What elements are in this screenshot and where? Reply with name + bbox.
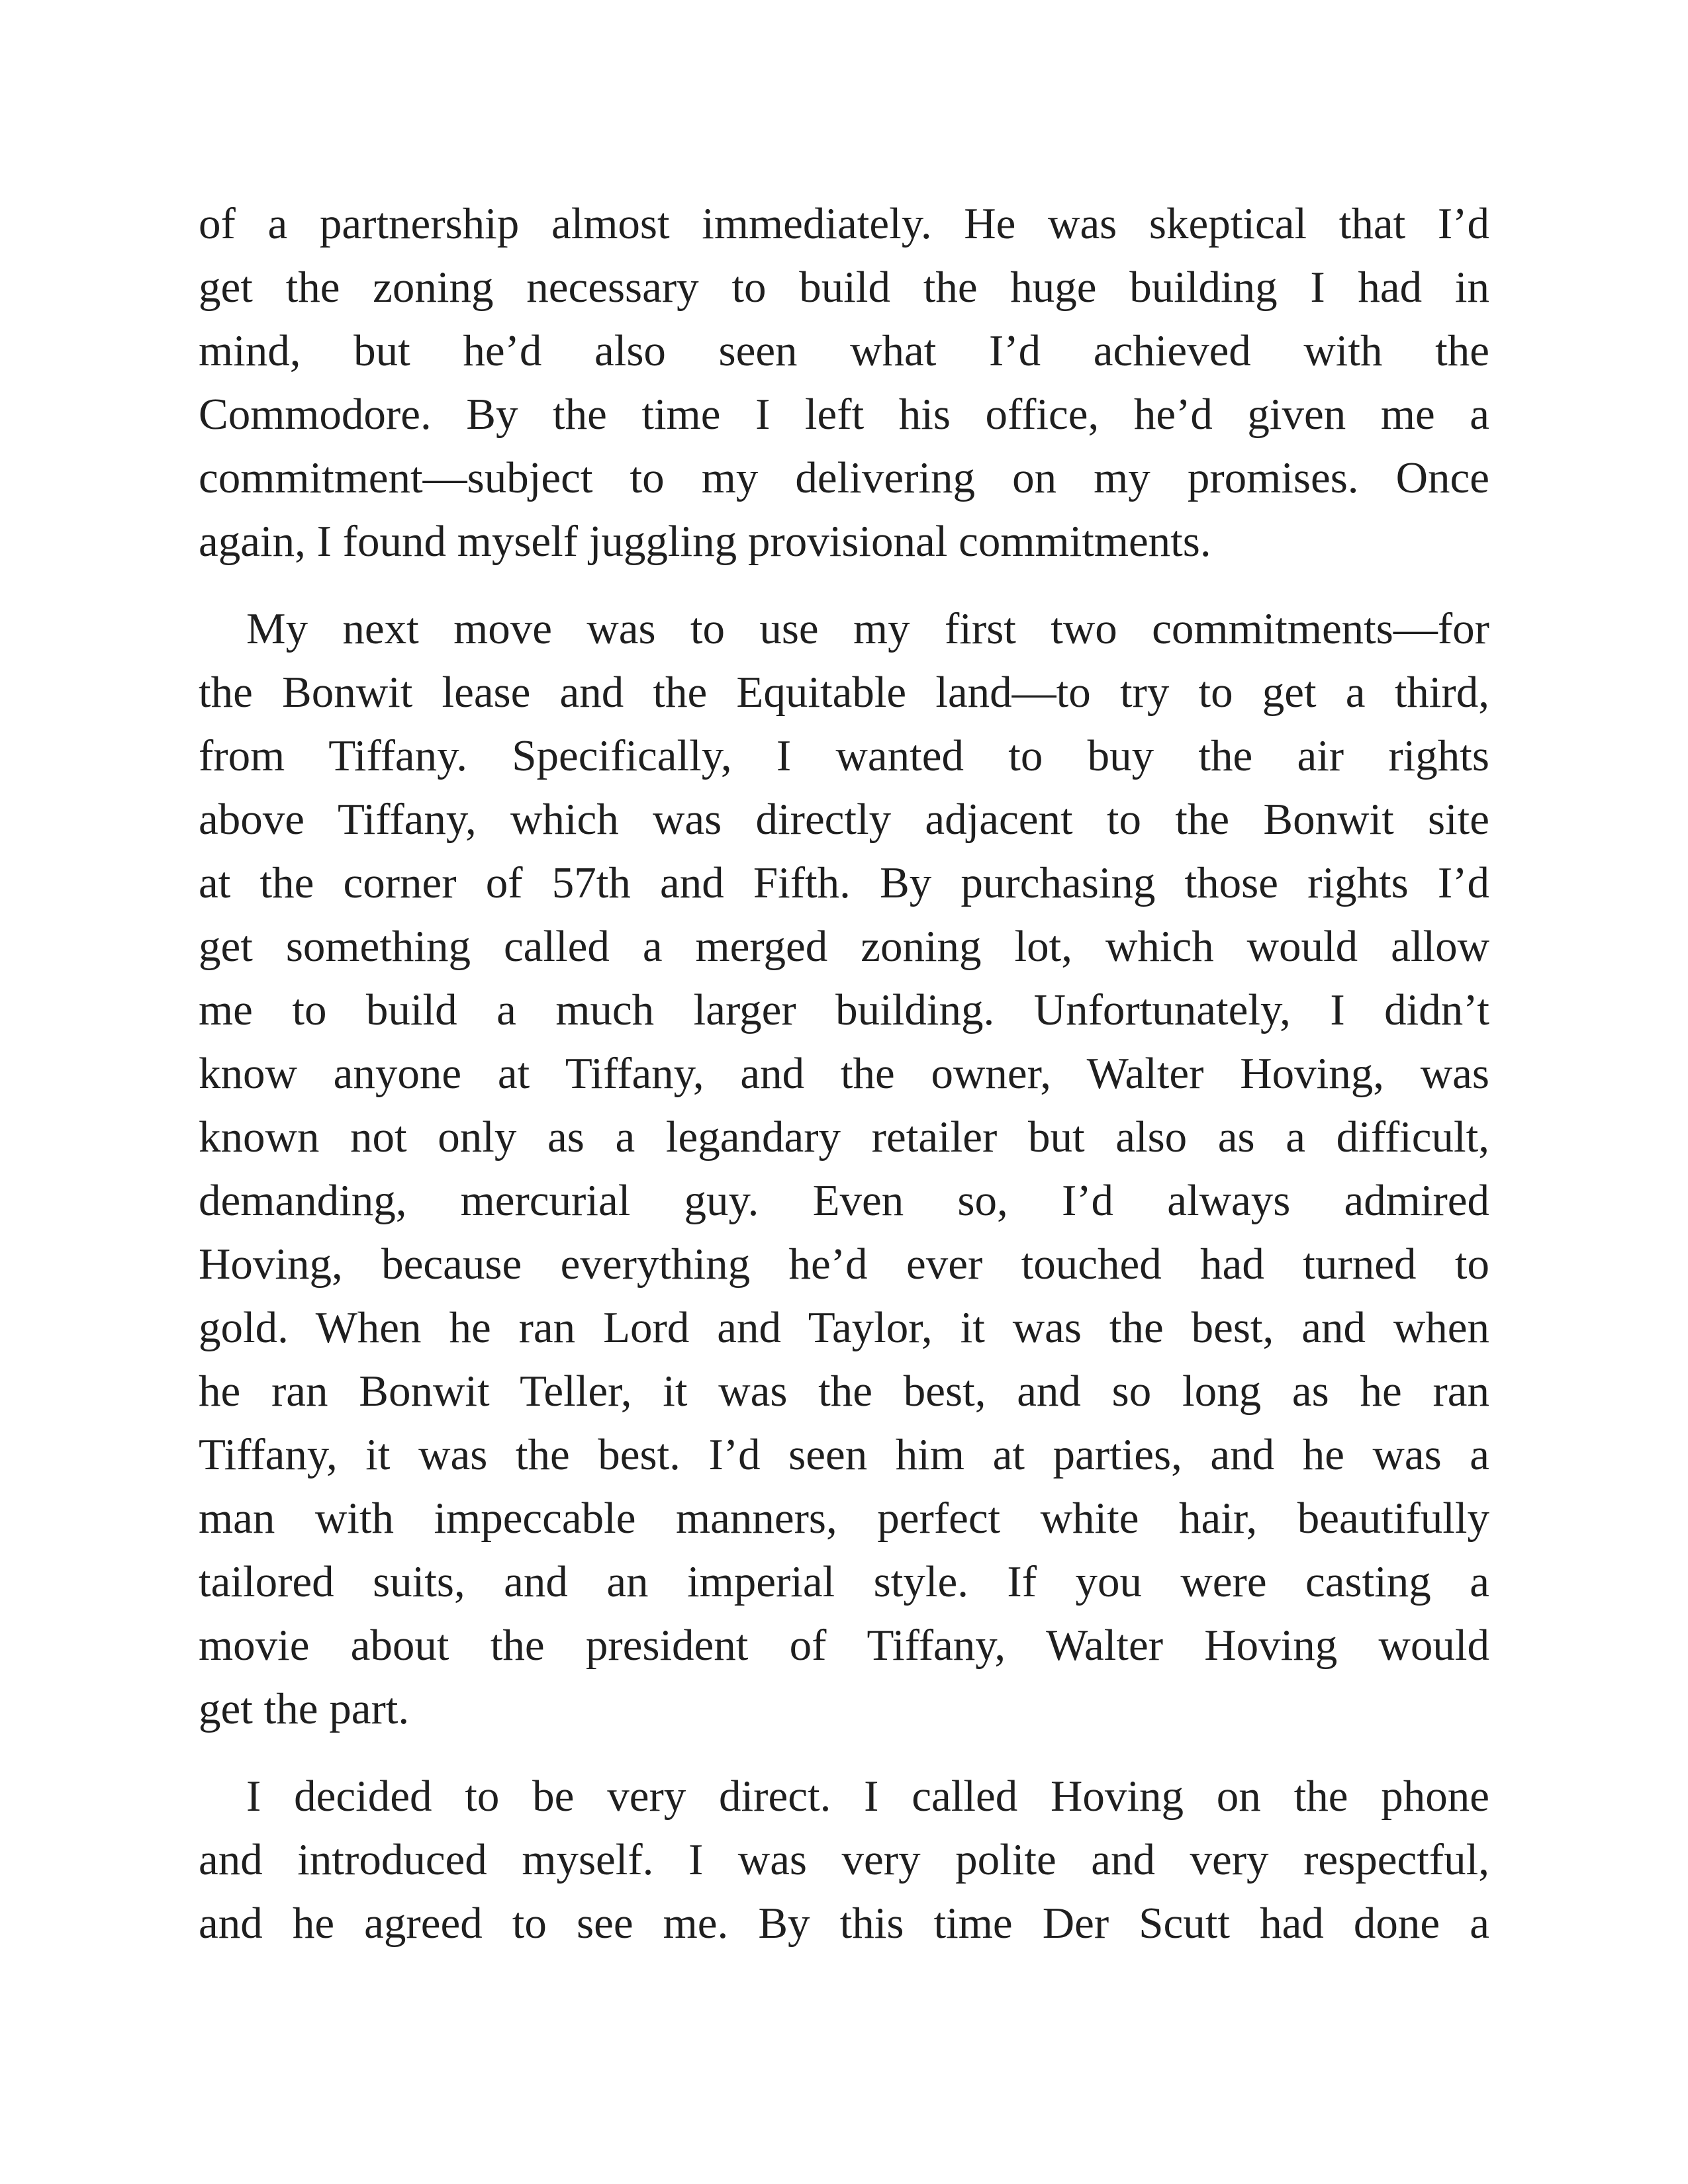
text-line: of a partnership almost immediately. He was skeptical that I’d [199, 199, 1489, 248]
paragraph-1 [199, 192, 1489, 573]
text-line: from Tiffany. Specifically, I wanted to buy the air rights [199, 731, 1489, 780]
text-line: man with impeccable manners, perfect white hair, beautifully [199, 1494, 1489, 1543]
paragraph-3 [199, 1764, 1489, 1955]
text-line: me to build a much larger building. Unfortunately, I didn’t [199, 985, 1489, 1034]
text-line: the Bonwit lease and the Equitable land—to try to get a third, [199, 668, 1489, 717]
text-line: movie about the president of Tiffany, Walter Hoving would [199, 1621, 1489, 1670]
page-body [199, 192, 1489, 1955]
text-line: known not only as a legandary retailer but also as a difficult, [199, 1113, 1489, 1161]
text-line: and he agreed to see me. By this time Der Scutt had done a [199, 1899, 1489, 1948]
text-line: tailored suits, and an imperial style. If you were casting a [199, 1557, 1489, 1606]
text-line: again, I found myself juggling provisional commitments. [199, 517, 1211, 566]
text-line: Tiffany, it was the best. I’d seen him at parties, and he was a [199, 1430, 1489, 1479]
text-line: know anyone at Tiffany, and the owner, Walter Hoving, was [199, 1049, 1489, 1098]
text-line: he ran Bonwit Teller, it was the best, and so long as he ran [199, 1367, 1489, 1416]
text-line: Hoving, because everything he’d ever touched had turned to [199, 1240, 1489, 1289]
text-line: demanding, mercurial guy. Even so, I’d always admired [199, 1176, 1489, 1225]
paragraph-gap [199, 1741, 1489, 1764]
text-line: I decided to be very direct. I called Hoving on the phone [246, 1772, 1489, 1821]
text-line: Commodore. By the time I left his office, he’d given me a [199, 390, 1489, 439]
text-line: get the zoning necessary to build the huge building I had in [199, 263, 1489, 312]
text-line: get the part. [199, 1684, 410, 1733]
text-line: get something called a merged zoning lot, which would allow [199, 922, 1489, 971]
paragraph-2 [199, 597, 1489, 1741]
text-line: commitment—subject to my delivering on my promises. Once [199, 453, 1489, 502]
text-line: My next move was to use my first two commitments—for [246, 604, 1489, 653]
paragraph-gap [199, 573, 1489, 597]
text-line: above Tiffany, which was directly adjacent to the Bonwit site [199, 795, 1489, 844]
text-line: gold. When he ran Lord and Taylor, it was the best, and when [199, 1303, 1489, 1352]
text-line: at the corner of 57th and Fifth. By purchasing those rights I’d [199, 858, 1489, 907]
text-line: and introduced myself. I was very polite and very respectful, [199, 1835, 1489, 1884]
text-line: mind, but he’d also seen what I’d achieved with the [199, 326, 1489, 375]
